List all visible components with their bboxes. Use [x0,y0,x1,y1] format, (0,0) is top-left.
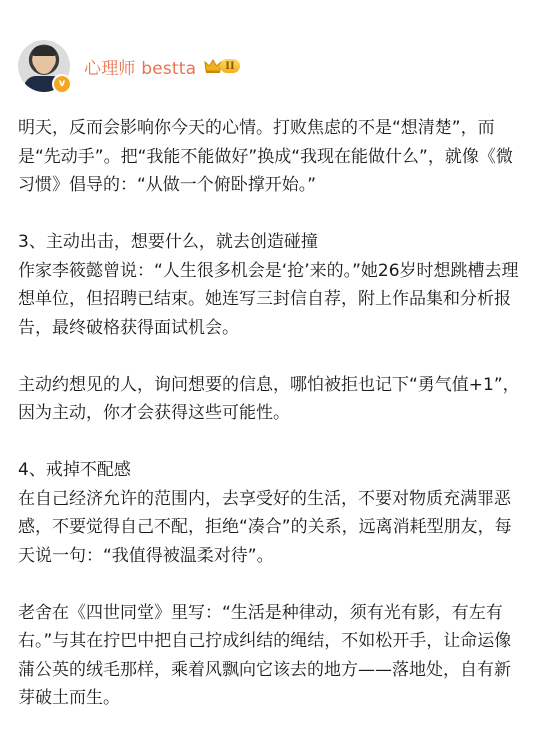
paragraph-gap [18,200,524,229]
level-badge[interactable] [204,57,239,75]
avatar[interactable] [18,40,70,92]
level-label: II [220,59,239,73]
post-paragraph: 明天，反而会影响你今天的心情。打败焦虑的不是“想清楚”，而是“先动手”。把“我能不能做好”换成“我现在能做什么”，就像《微习惯》倡导的：“从做一个俯卧撑开始。” [18,118,513,195]
paragraph-gap [18,342,524,371]
post-header [18,38,240,94]
post-paragraph: 老舍在《四世同堂》里写：“生活是种律动，须有光有影，有左有右。”与其在拧巴中把自己拧成纠结的绳结，不如松开手，让命运像蒲公英的绒毛那样，乘着风飘向它该去的地方——落地处，自有新芽破土而生。 [18,602,512,708]
paragraph-gap [18,428,524,457]
paragraph-gap [18,570,524,599]
verified-v-icon: v [52,74,72,94]
username[interactable]: 心理师 bestta [84,58,197,79]
post-paragraph: 主动约想见的人，询问想要的信息，哪怕被拒也记下“勇气值+1”，因为主动，你才会获得这些可能性。 [18,374,520,423]
post-body [18,114,524,713]
post-paragraph: 3、主动出击，想要什么，就去创造碰撞 作家李筱懿曾说：“人生很多机会是‘抢’来的。”她26岁时想跳槽去理想单位，但招聘已结束。她连写三封信自荐，附上作品集和分析报告，最终破格获得面试机会。 [18,232,519,338]
post-paragraph: 4、戒掉不配感 在自己经济允许的范围内，去享受好的生活，不要对物质充满罪恶感，不要觉得自己不配，拒绝“凑合”的关系，远离消耗型朋友，每天说一句：“我值得被温柔对待”。 [18,460,512,566]
avatar-hair [32,46,56,56]
